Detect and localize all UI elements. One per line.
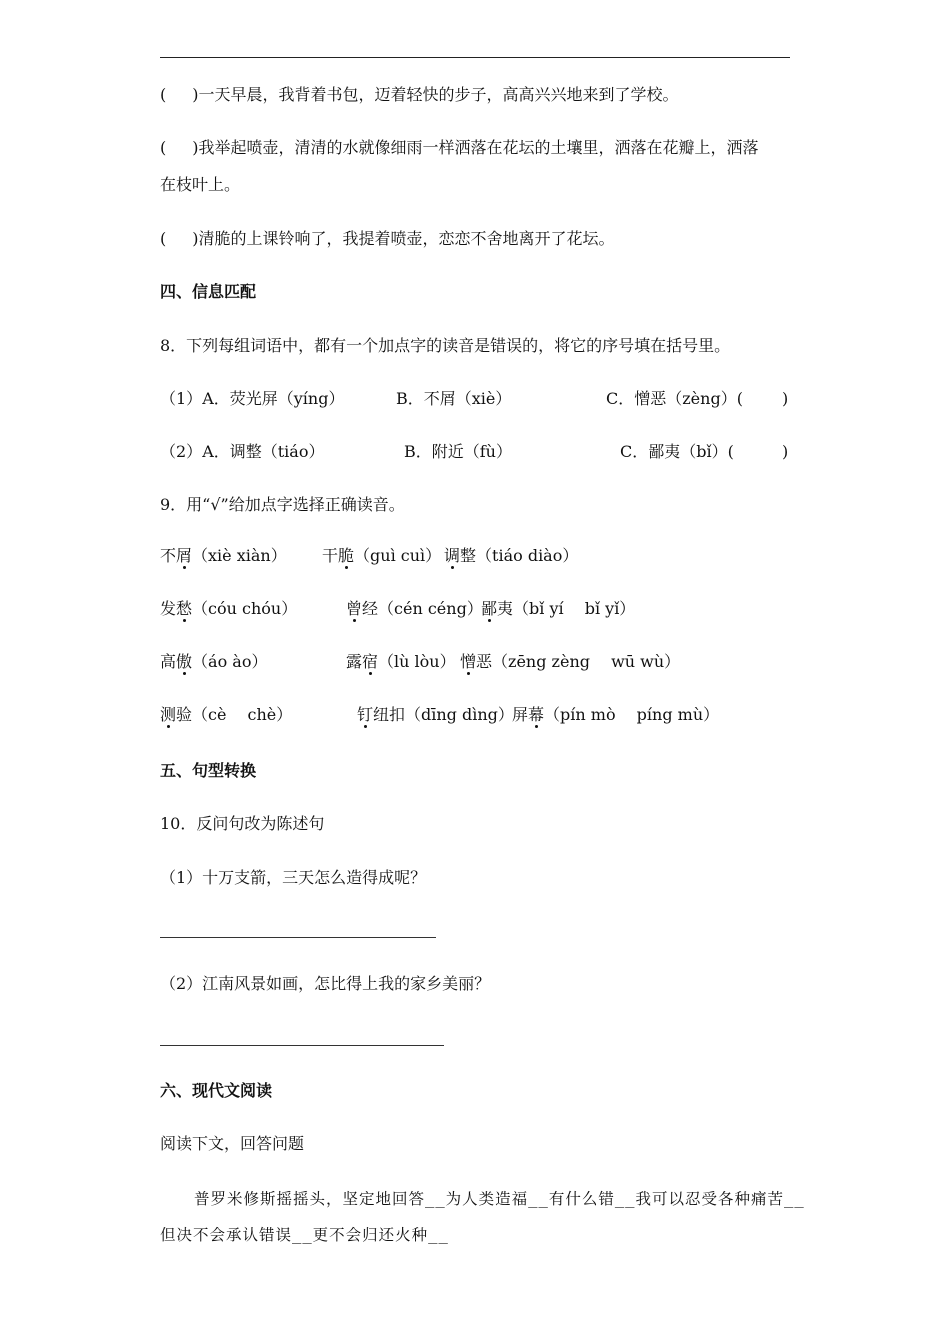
q9-item: [160, 545, 287, 567]
q9-pinyin: 恶（zēng zèng wū wù）: [476, 652, 681, 671]
q9-pinyin: （lù lòu）: [378, 652, 456, 671]
q9-char: 发: [160, 599, 177, 618]
q9-pinyin: （cóu chóu）: [192, 599, 298, 618]
q9-item: [444, 545, 578, 567]
q9-item: [322, 545, 441, 567]
question-10-sentence-1: （1）十万支箭，三天怎么造得成呢？: [160, 868, 427, 887]
q9-pinyin: （guì cuì）: [354, 546, 442, 565]
reading-passage-line-1: 普罗米修斯摇摇头，坚定地回答__为人类造福__有什么错__我可以忍受各种痛苦__: [194, 1190, 805, 1208]
question-8-prompt: 8．下列每组词语中，都有一个加点字的读音是错误的，将它的序号填在括号里。: [160, 336, 731, 355]
q8-row1-option-c: C．憎恶（zèng）(: [606, 389, 743, 408]
q9-item: [460, 651, 680, 673]
q9-item: [346, 651, 456, 673]
q9-item: [481, 598, 635, 620]
q9-pinyin: 夷（bǐ yí bǐ yǐ）: [497, 599, 636, 618]
q9-pinyin: （áo ào）: [192, 652, 268, 671]
q9-dotted-char: 曾: [346, 599, 363, 618]
q9-pinyin: 纽扣（dīng dìng）: [373, 705, 514, 724]
q8-row2-answer-close: ): [782, 442, 789, 461]
q9-dotted-char: 愁: [176, 599, 193, 618]
q9-pinyin: （xiè xiàn）: [192, 546, 287, 565]
reading-instruction: 阅读下文，回答问题: [160, 1134, 305, 1153]
sequence-item-2: ( )我举起喷壶，清清的水就像细雨一样洒落在花坛的土壤里，洒落在花瓣上，洒落: [160, 138, 759, 157]
q8-row1-answer-close: ): [782, 389, 789, 408]
question-9-prompt: 9．用“√”给加点字选择正确读音。: [160, 495, 405, 514]
q9-char: 露: [346, 652, 363, 671]
section-heading-4: 四、信息匹配: [160, 282, 257, 301]
q9-dotted-char: 幕: [528, 705, 545, 724]
q8-row1-num: （1）: [160, 389, 203, 408]
q8-row2: [160, 441, 324, 463]
answer-line-2[interactable]: [160, 1045, 444, 1046]
q9-char: 不: [160, 546, 177, 565]
sequence-text-3: )清脆的上课铃响了，我提着喷壶，恋恋不舍地离开了花坛。: [192, 229, 615, 248]
q9-dotted-char: 傲: [176, 652, 193, 671]
q9-pinyin: 验（cè chè）: [176, 705, 293, 724]
q8-row2-option-c: C．鄙夷（bǐ）(: [620, 442, 734, 461]
q9-dotted-char: 屑: [176, 546, 193, 565]
q9-pinyin: （pín mò píng mù）: [544, 705, 720, 724]
q8-row1: [160, 388, 344, 410]
q9-dotted-char: 憎: [460, 652, 477, 671]
q9-dotted-char: 调: [444, 546, 461, 565]
q8-row2-option-a: A．调整（tiáo）: [202, 442, 325, 461]
q8-row1-option-a: A．荧光屏（yíng）: [202, 389, 345, 408]
q8-row2-num: （2）: [160, 442, 203, 461]
section-heading-5: 五、句型转换: [160, 761, 257, 780]
q9-dotted-char: 鄙: [481, 599, 498, 618]
reading-passage-line-2: 但决不会承认错误__更不会归还火种__: [160, 1226, 449, 1244]
top-rule: [160, 57, 790, 58]
sequence-text-2: )我举起喷壶，清清的水就像细雨一样洒落在花坛的土壤里，洒落在花瓣上，洒落: [192, 138, 759, 157]
q9-item: [160, 704, 292, 726]
q9-dotted-char: 测: [160, 705, 177, 724]
q9-item: [357, 704, 514, 726]
q9-char: 屏: [512, 705, 529, 724]
sequence-text-1: )一天早晨，我背着书包，迈着轻快的步子，高高兴兴地来到了学校。: [192, 85, 679, 104]
q8-row2-option-b: B．附近（fù）: [404, 442, 512, 461]
q9-pinyin: 经（cén céng）: [362, 599, 483, 618]
sequence-item-2-cont: 在枝叶上。: [160, 175, 241, 194]
q9-item: [346, 598, 483, 620]
q9-dotted-char: 宿: [362, 652, 379, 671]
section-heading-6: 六、现代文阅读: [160, 1081, 273, 1100]
q9-pinyin: 整（tiáo diào）: [460, 546, 579, 565]
q9-char: 干: [322, 546, 339, 565]
question-10-prompt: 10．反问句改为陈述句: [160, 814, 325, 833]
answer-line-1[interactable]: [160, 937, 436, 938]
sequence-item-1: ( )一天早晨，我背着书包，迈着轻快的步子，高高兴兴地来到了学校。: [160, 85, 679, 104]
q9-item: [512, 704, 719, 726]
q9-dotted-char: 钉: [357, 705, 374, 724]
q9-item: [160, 598, 297, 620]
q8-row1-option-b: B．不屑（xiè）: [396, 389, 512, 408]
q9-dotted-char: 脆: [338, 546, 355, 565]
sequence-item-3: ( )清脆的上课铃响了，我提着喷壶，恋恋不舍地离开了花坛。: [160, 229, 615, 248]
question-10-sentence-2: （2）江南风景如画，怎比得上我的家乡美丽？: [160, 974, 491, 993]
q9-char: 高: [160, 652, 177, 671]
q9-item: [160, 651, 267, 673]
